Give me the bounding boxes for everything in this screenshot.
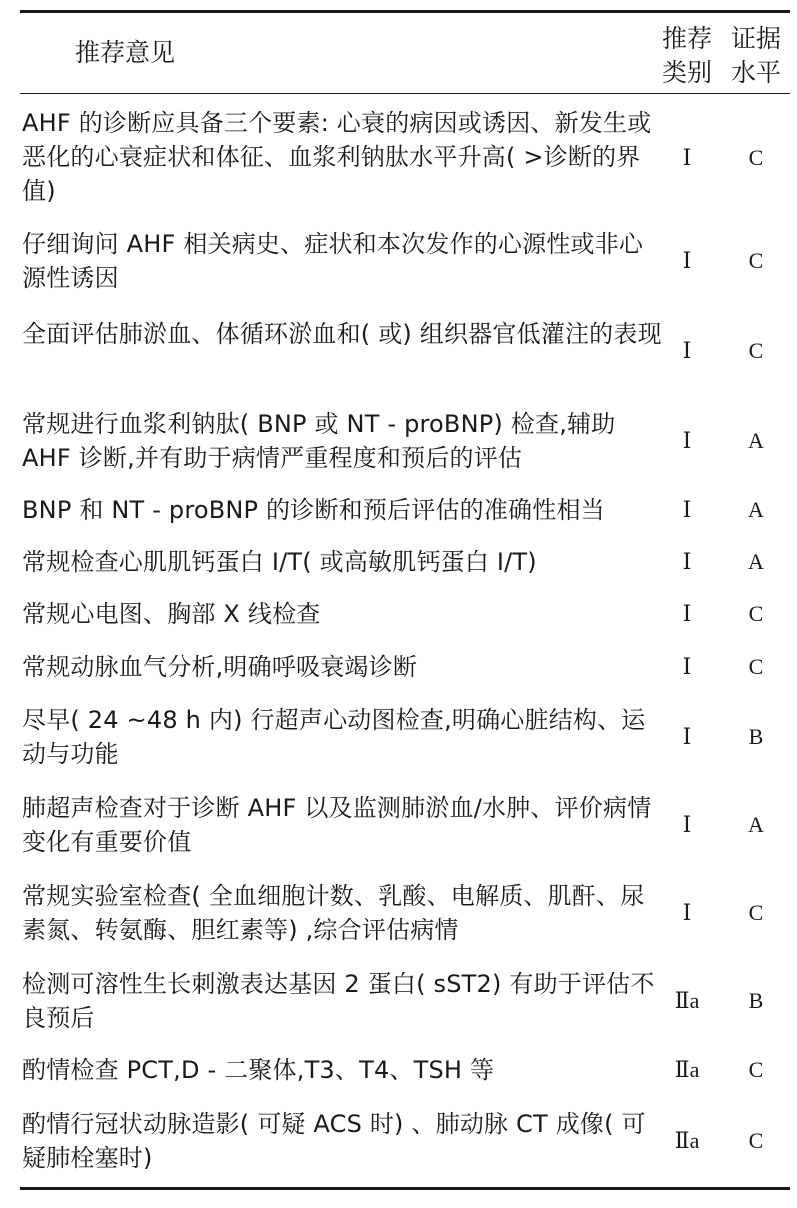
row-class: Ⅰ (682, 601, 692, 626)
row-class: Ⅰ (682, 248, 692, 273)
row-class: Ⅰ (682, 900, 692, 925)
table-row (20, 1053, 790, 1087)
table-header (20, 13, 790, 93)
row-level: A (748, 549, 764, 574)
row-level: A (748, 428, 764, 453)
row-class: Ⅱa (674, 1128, 700, 1153)
row-recommendation: 常规实验室检查( 全血细胞计数、乳酸、电解质、肌酐、尿素氮、转氨酶、胆红素等) ,综合评估病情 (22, 882, 645, 944)
row-class: Ⅰ (682, 812, 692, 837)
row-class: Ⅰ (682, 549, 692, 574)
row-class: Ⅰ (682, 338, 692, 363)
table-row (20, 703, 790, 771)
row-level: C (748, 145, 764, 170)
row-recommendation: 常规进行血浆利钠肽( BNP 或 NT - proBNP) 检查,辅助AHF 诊断,并有助于病情严重程度和预后的评估 (22, 410, 616, 472)
row-class: Ⅰ (682, 497, 692, 522)
table-row (20, 227, 790, 295)
table-row (20, 1107, 790, 1175)
row-recommendation: 全面评估肺淤血、体循环淤血和( 或) 组织器官低灌注的表现 (22, 320, 662, 348)
row-level: C (748, 654, 764, 679)
table-row (20, 791, 790, 859)
row-level: A (748, 812, 764, 837)
row-level: C (748, 1057, 764, 1082)
row-recommendation: 酌情检查 PCT,D - 二聚体,T3、T4、TSH 等 (22, 1056, 495, 1084)
row-level: A (748, 497, 764, 522)
row-recommendation: AHF 的诊断应具备三个要素: 心衰的病因或诱因、新发生或恶化的心衰症状和体征、血浆利钠肽水平升高( >诊断的界值) (22, 109, 652, 205)
row-level: C (748, 248, 764, 273)
row-class: Ⅱa (674, 988, 700, 1013)
row-class: Ⅰ (682, 428, 692, 453)
table-row (20, 879, 790, 947)
table-row (20, 317, 790, 385)
table-row (20, 967, 790, 1035)
row-level: C (748, 900, 764, 925)
table-row (20, 106, 790, 210)
row-level: C (748, 338, 764, 363)
row-recommendation: 酌情行冠状动脉造影( 可疑 ACS 时) 、肺动脉 CT 成像( 可疑肺栓塞时) (22, 1110, 646, 1172)
table-row (20, 597, 790, 631)
table-row (20, 650, 790, 684)
header-rule (20, 93, 790, 94)
row-recommendation: 常规检查心肌肌钙蛋白 I/T( 或高敏肌钙蛋白 I/T) (22, 548, 537, 576)
recommendation-table (20, 10, 790, 1190)
row-class: Ⅰ (682, 654, 692, 679)
row-level: C (748, 1128, 764, 1153)
row-recommendation: 尽早( 24 ~48 h 内) 行超声心动图检查,明确心脏结构、运动与功能 (22, 706, 646, 768)
row-recommendation: 常规心电图、胸部 X 线检查 (22, 600, 321, 628)
table-row (20, 407, 790, 475)
row-recommendation: 肺超声检查对于诊断 AHF 以及监测肺淤血/水肿、评价病情变化有重要价值 (22, 794, 652, 856)
row-recommendation: 仔细询问 AHF 相关病史、症状和本次发作的心源性或非心源性诱因 (22, 230, 644, 292)
row-level: B (748, 988, 764, 1013)
row-level: C (748, 601, 764, 626)
table-row (20, 545, 790, 579)
row-class: Ⅱa (674, 1057, 700, 1082)
header-recommendation: 推荐意见 (75, 38, 176, 67)
row-class: Ⅰ (682, 145, 692, 170)
header-level: 证据水平 (730, 24, 781, 87)
row-recommendation: BNP 和 NT - proBNP 的诊断和预后评估的准确性相当 (22, 496, 605, 524)
table-row (20, 493, 790, 527)
header-class: 推荐类别 (661, 24, 712, 87)
row-recommendation: 检测可溶性生长刺激表达基因 2 蛋白( sST2) 有助于评估不良预后 (22, 970, 655, 1032)
row-class: Ⅰ (682, 724, 692, 749)
row-recommendation: 常规动脉血气分析,明确呼吸衰竭诊断 (22, 653, 418, 681)
bottom-rule (20, 1187, 790, 1190)
row-level: B (748, 724, 764, 749)
